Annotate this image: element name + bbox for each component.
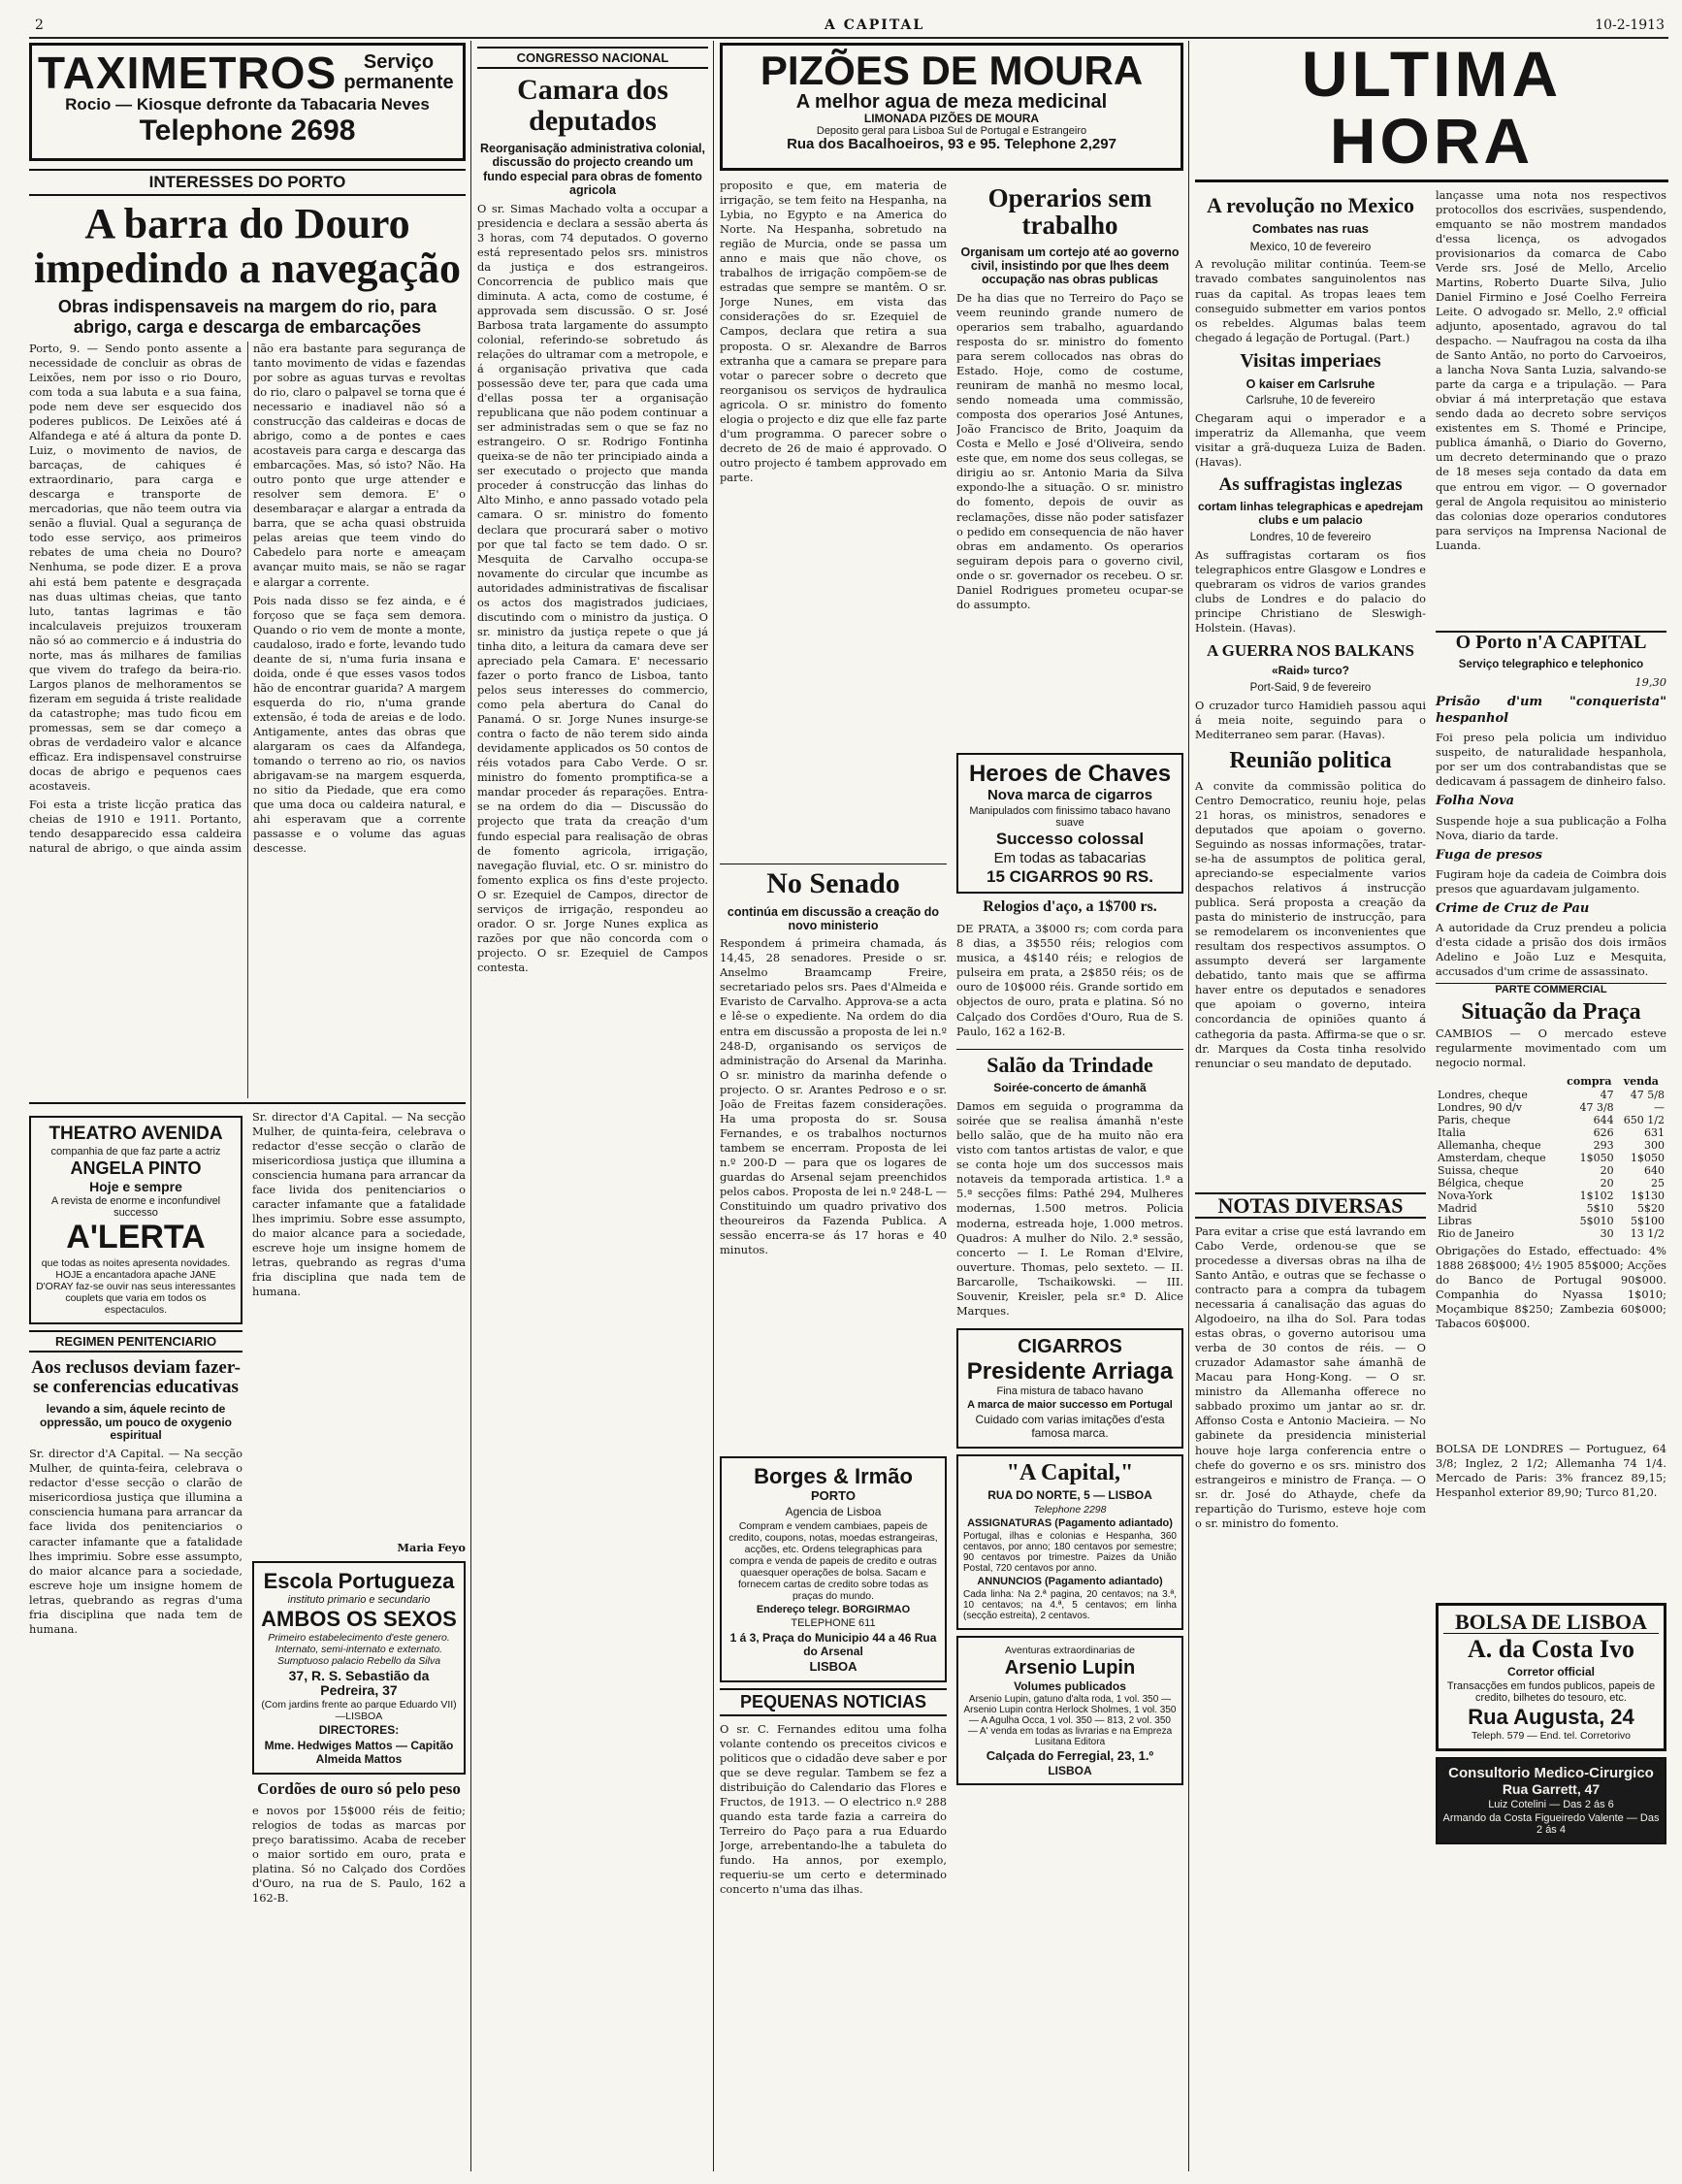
praca-title: Situação da Praça [1461,998,1641,1025]
cambios-cell: Londres, 90 d/v [1438,1101,1522,1115]
praca-intro: CAMBIOS — O mercado esteve regularmente movimentado com um negocio normal. [1436,1027,1666,1070]
senado-body: Respondem á primeira chamada, ás 14,45, 28 senadores. Preside o sr. Anselmo Braamcamp Freire, secretariado pelos srs. Paes d'Almeida e Evaristo de Carvalho. Approva-se a acta e lê-se o expediente. Na ordem do dia entra em discussão a proposta de lei n.º 248-D, organisando os serviços de administração do Arsenal da Marinha. O sr. ministro da marinha defende o projecto. O sr. Arantes Pedroso e o sr. João de Freitas fazem considerações. Ha uma proposta do sr. Sousa Fernandes, e os trabalhos nocturnos tambem se encerram. Proposta de lei n.º 200-D — para que os logares de guardas do Arsenal sejam preenchidos pelos cabos. Proposta de lei n.º 248-L — Constituindo um quadro privativo dos theoureiros da Fazenda Publica. A sessão encerra-se ás 17 horas e 40 minutos. [720,936,947,1257]
cambios-cell: 30 [1600,1227,1614,1241]
cambios-cell: 644 [1593,1114,1614,1127]
cambios-row [1436,1089,1666,1101]
borges-agency: Agencia de Lisboa [785,1504,882,1518]
praca-bolsa: BOLSA DE LONDRES — Portuguez, 64 3/8; Inglez, 2 1/2; Allemanha 74 1/4. Mercado de Paris: 3% francez 89,15; Hespanhol exterior 89,90; Turco 81,20. [1436,1442,1666,1500]
mexico-dateline: Mexico, 10 de fevereiro [1249,239,1372,253]
teatro-note: que todas as noites apresenta novidades. HOJE a encantadora apache JANE D'ORAY faz-se ouvir nas seus interessantes couplets que varia em todos os espectaculos. [36,1256,236,1316]
cambios-cell: 1$130 [1631,1190,1665,1203]
page-number: 2 [35,17,44,33]
taximetros-service: Serviço permanente [343,51,454,94]
cambios-cell: — [1654,1101,1665,1115]
cambios-header-cell [1436,1074,1563,1089]
cambios-header-cell: compra [1567,1075,1612,1089]
regime-signature: Maria Feyo [397,1540,466,1554]
porto-paragraph-2: Foi esta a triste licção pratica das cheias de 1910 e 1911. Portanto, tendo desapparecido essa caldeira natural de abrigo, o que ainda assim não era bastante para segurança de tanto movimento de vidas e fazendas por sobre as aguas turvas e revoltas do rio, claro o palpavel se torna que é necessario e inadiavel não só a construcção das caldeiras e docas de abrigo, como a de pontes e caes acostaveis para carga e descarga das embarcações. Mas, só isto? Não. Ha outro ponto que urge attender e resolver sem demora. E' o desembaraçar e alargar a entrada da barra, que se acha quasi obstruida pelas areias que teem vindo do Cabedelo para norte e ameaçam avançar muito mais, se não se ragar e alargar a corrente. [29,341,466,856]
bolsa-lisboa-phone: Teleph. 579 — End. tel. Corretorivo [1471,1729,1631,1742]
porto-capital-title: O Porto n'A CAPITAL [1436,631,1666,653]
cambios-cell: 5$100 [1631,1215,1665,1228]
regime-subhead: levando a sim, áquele recinto de oppressão, um pouco de oxygenio espiritual [39,1401,233,1443]
pizoes-address: Rua dos Bacalhoeiros, 93 e 95. Telephone 2,297 [787,135,1116,152]
bolsa-lisboa-name: A. da Costa Ivo [1468,1635,1634,1664]
capital-ads-text: Cada linha: Na 2.ª pagina, 20 centavos; na 3.ª, 10 centavos; na 4.ª, 5 centavos; em linha (secção estreita), 2 centavos. [963,1588,1177,1621]
capital-subs-text: Portugal, ilhas e colonias e Hespanha, 360 centavos, por anno; 180 centavos por semestre; 90 centavos por trimestre. Paizes da União Postal, 720 centavos por anno. [963,1530,1177,1574]
escola-ad [252,1561,466,1775]
column-congress [477,41,708,2171]
folha-headline: Folha Nova [1436,794,1515,809]
heroes-desc: Manipulados com finissimo tabaco havano suave [969,804,1171,829]
pizoes-title: PIZÕES DE MOURA [760,48,1144,93]
mexico-subhead: Combates nas ruas [1252,220,1369,236]
heroes-where: Em todas as tabacarias [993,849,1147,866]
right-subcolumn-a [1195,188,1426,1927]
arsenio-city: LISBOA [1048,1763,1092,1777]
presidente-ad [956,1328,1183,1449]
visitas-headline: Visitas imperiaes [1240,349,1381,372]
operarios-subhead: Organisam um cortejo até ao governo civil, insistindo por que lhes deem occupação nas obras publicas [960,244,1180,287]
heroes-subtitle: Nova marca de cigarros [987,787,1153,803]
porto-headline: A barra do Douro impedindo a navegação [33,200,462,293]
escola-title: Escola Portugueza [263,1568,455,1593]
teatro-avenida-ad [29,1116,243,1324]
senado-headline: No Senado [720,864,947,899]
cambios-cell: Paris, cheque [1438,1114,1511,1127]
cambios-row [1436,1152,1666,1164]
cambios-cell: 5$10 [1586,1202,1614,1216]
cambios-row [1436,1114,1666,1126]
teatro-actress: ANGELA PINTO [70,1157,202,1178]
porto-capital-time: 19,30 [1634,674,1666,689]
camara-continued: proposito e que, em materia de irrigação, se tem feito na Hespanha, na Lybia, no Egypto e na America do Norte. Na Hespanha, sobretudo na região de Murcia, onde se passa um anno e mais que não chove, os trabalhos de irrigação compõem-se de estradas que sempre se mantêm. O sr. Jorge Nunes, em vista das considerações do sr. Ezequiel de Campos, declara que retira a sua proposta. O sr. Alexandre de Barros extranha que a camara se prepare para votar o parecer sobre o decreto que reorganisou os serviços de hydraulica agricola. O sr. ministro do fomento elogia o projecto e diz que elle faz parte d'um programma. O parecer sobre o decreto de 26 de maio é approvado. O outro projecto é tambem approvado em parte. [720,179,947,484]
notas-headline: NOTAS DIVERSAS [1195,1192,1426,1219]
borges-address: 1 á 3, Praça do Municipio 44 a 46 Rua do Arsenal [729,1630,937,1658]
bolsa-lisboa-title: BOLSA DE LISBOA [1443,1611,1659,1634]
cambios-cell: Rio de Janeiro [1438,1227,1514,1241]
taximetros-ad [29,43,466,161]
cambios-cell: Londres, cheque [1438,1089,1528,1102]
porto-section: INTERESSES DO PORTO [29,169,466,196]
escola-directors: Mme. Hedwiges Mattos — Capitão Almeida Mattos [264,1738,454,1766]
escola-near: (Com jardins frente ao parque Eduardo VII)—LISBOA [261,1699,457,1723]
consultorio-line2: Armando da Costa Figueiredo Valente — Das 2 ás 4 [1442,1812,1660,1837]
right-subcolumn-b [1436,188,1666,1927]
escola-sexes: AMBOS OS SEXOS [261,1606,457,1631]
porto-body [29,342,466,1098]
cambios-cell: 300 [1644,1139,1665,1153]
column-left [29,41,466,2171]
borges-title: Borges & Irmão [754,1464,913,1489]
porto-paragraph-1: Porto, 9. — Sendo ponto assente a necessidade de concluir as obras de Leixões, nem por isso o rio Douro, com toda a sua labuta e a sua faina, pode nem deve ser esquecido dos poderes publicos. De Leixões até á Alfandega e até á altura da ponte D. Luiz, o movimento de navios, de barcaças, de cahiques é extraordinario, para carga e descarga e transporte de mercadorias, que não teem outra via senão a fluvial. Qual a segurança de todo esse serviço, aos primeiros rebates de uma cheia no Douro? Nenhuma, se pode dizer. E a prova ahi está bem patente e desgraçada nas duas ultimas cheias, que tanto luto, tantas lagrimas e tão incalculaveis prejuizos trouxeram não só ao commercio e á industria do norte, mas ás milhares de familias que vivem do trafego da beira-rio. Largos planos de melhoramentos se fizeram em seguida á triste realidade da catastrophe; mas tudo ficou em promessas, sem se dar começo a obras de verdadeiro valor e alcance efficaz. Era indispensavel construirse docas de abrigo e pequenos caes acostaveis. [29,341,242,794]
cambios-cell: 5$20 [1637,1202,1665,1216]
fuga-headline: Fuga de presos [1436,847,1542,863]
notas-body: Para evitar a crise que está lavrando em Cabo Verde, ordenou-se que se procedesse a diversas obras na ilha de Santo Antão, e outras que se fechasse o contracto para a compra da tubagem necessaria á canalisação das aguas do Algodoeiro, na ilha do Sol. Para todas estas obras, o governo autorisou uma verba de 30 contos de réis. — O cruzador Adamastor sahe ámanhã de Macau para Hong-Kong. — O sr. ministro da Allemanha offerece no sabbado proximo um jantar ao sr. dr. Affonso Costa e Antonio Macieira. — No gabinete da presidencia ministerial houve hoje larga conferencia entre o chefe do governo e os srs. ministro dos estrangeiros e ministro de França. — O sr. dr. José do Athayde, chefe da repartição do Turismo, esteve hoje com o sr. ministro do fomento. [1195,1223,1426,1530]
taximetros-phone: Telephone 2698 [139,114,356,147]
presidente-line1: Fina mistura de tabaco havano [996,1385,1144,1398]
borges-phone: TELEPHONE 611 [791,1616,876,1629]
cambios-row [1436,1227,1666,1240]
cambios-row [1436,1126,1666,1139]
reuniao-body: A convite da commissão politica do Centro Democratico, reuniu hoje, pelas 21 horas, os ministros, senadores e deputados que apoiam o governo. Seguindo as nossas informações, tratar-se-ha de assumptos de politica geral, apreciando-se especialmente varios despachos relativos á instrucção publica. Será proposta a creação da pasta do ministerio de instrucção, para se remodelarem os inconvenientes que resultam dos respectivos assumptos. O assumpto deverá ser largamente debatido, tanto mais que se affirma haver entre os deputados e senadores que apoiam o governo, inteira concordancia de opiniões quanto á cathegoria da pasta. Affirma-se que o sr. dr. Marques da Costa tinha resolvido renunciar o seu mandato de deputado. [1195,778,1426,1070]
suffragistas-dateline: Londres, 10 de fevereiro [1249,532,1372,544]
suffragistas-headline: As suffragistas inglezas [1218,474,1403,496]
cambios-row [1436,1202,1666,1215]
cambios-cell: 5$010 [1579,1215,1614,1228]
cambios-cell: 47 5/8 [1630,1089,1665,1102]
camara-subhead: Reorganisação administrativa colonial, discussão do projecto creando um fundo especial para obras de fomento agricola [479,142,706,198]
porto-paragraph-3: Pois nada disso se fez ainda, e é forçoso que se faça sem demora. Quando o rio vem de monte a monte, caudaloso, irado e forte, levando tudo deante de si, n'uma furia insana e doida, onde é que esses vasos todos hão de encontrar guarida? A margem esquerda do rio, n'uma grande extensão, é toda de areias e de lodo. Antigamente, antes das obras que alargaram os caes da Alfandega, tomando o terreno ao rio, os navios abrigavam-se na margem esquerda, no sitio da Piedade, que era como que uma doca ou caldeira natural, e ahi esperavam que a corrente passasse e o volume das aguas descesse. [253,593,466,856]
issue-date: 10-2-1913 [1595,17,1665,33]
senado-subhead: continúa em discussão a creação do novo ministerio [727,904,940,932]
cambios-cell: Amsterdam, cheque [1438,1152,1546,1165]
heroes-title: Heroes de Chaves [968,760,1172,787]
teatro-show: A'LERTA [66,1219,206,1256]
column-center [720,41,1183,2171]
center-subcolumn-b [956,179,1183,1920]
cambios-cell: 13 1/2 [1630,1227,1665,1241]
regime-headline: Aos reclusos deviam fazer-se conferencias educativas [31,1356,241,1397]
capital-phone: Telephone 2298 [1033,1503,1107,1516]
balkans-headline: A GUERRA NOS BALKANS [1207,640,1414,660]
heroes-price: 15 CIGARROS 90 RS. [987,866,1153,886]
presidente-line2: A marca de maior successo em Portugal [967,1399,1173,1412]
borges-city2: LISBOA [809,1658,857,1674]
cambios-cell: 47 [1600,1089,1614,1102]
balkans-body: O cruzador turco Hamidieh passou aqui á meia noite, seguindo para o Mediterraneo sem parar. (Havas). [1195,699,1426,742]
column-rule-1 [470,41,471,2171]
side-news: lançasse uma nota nos respectivos protocollos dos escrivães, suspendendo, emquanto se não mostrem mandados d'essa licença, os advogados provisionarios da comarca de Cabo Verde srs. José de Mello, Arcelio Martins, Roberto Duarte Silva, Julio Daniel Firmino e José Coelho Ferreira Leite. O advogado sr. Mello, 2.º official adjunto, aposentado, agravou do tal despacho. — Naufragou na costa da ilha de Santo Antão, no porto do Carvoeiros, a lancha Nova Santa Luzia, salvando-se parte da carga e a tripulação. — Para obviar á má interpretação que estava sendo dada ao decreto sobre serviços existentes em S. Thomé e Principe, publica ámanhã, o Diario do Governo, um decreto determinando que o prazo de 18 meses seja contado da data em que entrou em vigor. — O governador geral de Angola requisitou ao ministerio das colonias doze operarios condutores para serviços na Imprensa Nacional de Luanda. [1436,187,1666,552]
cambios-cell: Suissa, cheque [1438,1164,1519,1178]
cambios-cell: 1$050 [1579,1152,1614,1165]
crime-body: A autoridade da Cruz prendeu a policia d'esta cidade a prisão dos dois irmãos Adelino e João Luz e Mesquita, accusados d'um crime de assassinato. [1436,921,1666,979]
teatro-company: companhia de que faz parte a actriz [50,1145,221,1157]
consultorio-ad [1436,1757,1666,1844]
teatro-success: A revista de enorme e inconfundivel successo [50,1195,221,1220]
cambios-cell: Nova-York [1438,1190,1493,1203]
consultorio-address: Rua Garrett, 47 [1502,1781,1601,1798]
cambios-table [1436,1074,1666,1240]
camara-body: O sr. Simas Machado volta a occupar a presidencia e declara a sessão aberta ás 3 horas, com 74 deputados. O governo está representado pelos srs. ministros da justiça e dos estrangeiros. Concorrencia de publico mais que diminuta. A acta, como de costume, é approvada sem discussão. O sr. José Barbosa trata largamente do assumpto colonial, referindo-se sobretudo ás relações do ultramar com a metropole, e á organisação privativa que cada possessão deve ter, para que cada uma d'ellas possa ter a organisação republicana que não podem continuar a ser administradas sem o que se faz no estrangeiro. O sr. Rodrigo Fontinha queixa-se de não ter principiado ainda a ser executado o projecto que manda proceder á construcção das linhas do Alto Minho, e anno passado votado pela camara. O sr. ministro do fomento declara que procurará saber o motivo por que tal facto se tem dado. O sr. Mesquita de Carvalho occupa-se novamente do circular que incumbe as autoridades administrativas de fiscalisar os actos dos magistrados judiciaes, discutindo com o ministro da justiça. O sr. ministro da justiça repete o que já tinha dito, a leitura da camara deve ser apreciado pela Camara. E' necessario fazer o porto franco de Lisboa, tanto pelos seus interesses do commercio, como pela abertura do Canal do Panamá. O sr. Jorge Nunes insurge-se contra o facto de não terem sido ainda devidamente applicados os 50 contos de réis votados para Cabo Verde. O sr. ministro do fomento promptifica-se a mandar proceder ás reparações. Entra-se na ordem do dia — Discussão do projecto que trata da creação d'um fundo especial para realisação de obras de fomento agricola, irrigação, navegação fluvial, etc. O sr. ministro do fomento explica os fins d'este projecto. O sr. Ezequiel de Campos, director de serviços de irrigação, respondeu ao orador. O sr. Jorge Nunes explica as razões por que não concorda com o projecto. O sr. Ezequiel de Campos contesta. [477,201,708,974]
cambios-cell: Italia [1438,1126,1466,1140]
pizoes-subtitle: A melhor agua de meza medicinal [795,91,1108,114]
capital-ad [956,1454,1183,1629]
cambios-header [1436,1074,1666,1089]
porto-subhead: Obras indispensaveis na margem do rio, para abrigo, carga e descarga de embarcações [57,297,437,338]
consultorio-line1: Luiz Cotelini — Das 2 ás 6 [1488,1799,1614,1811]
prisao-headline: Prisão d'um "conquerista" hespanhol [1436,694,1666,727]
regime-section: REGIMEN PENITENCIARIO [29,1330,243,1353]
trindade-body: Damos em seguida o programma da soirée que se realisa ámanhã n'este bello salão, que de ha muito não era visto com tantos artistas de valor, e que se conta hoje um dos successos mais notaveis da temporada artistica. 1.ª a 5.ª secções films: Pathé 294, Mulheres modernas, 1.500 metros. Policia moderna, estreada hoje, 1.000 metros. Quadros: A mulher do Nilo. 2.ª sessão, concerto — I. Le Roman d'Elvire, ouverture. Thomas, pelo sexteto. — II. Barcarolle, Tschaikowski. — III. Souvenir, Kreisler, pela sr.ª D. Alice Marques. [956,1099,1183,1318]
prisao-body: Foi preso pela policia um individuo suspeito, de naturalidade hespanhola, por ser um dos contrabandistas que se dedicavam á passagem de dinheiro falso. [1436,731,1666,789]
cambios-row [1436,1164,1666,1177]
pizoes-ad [720,43,1183,171]
capital-subs: ASSIGNATURAS (Pagamento adiantado) [967,1516,1173,1529]
arsenio-pre: Aventuras extraordinarias de [1004,1644,1136,1656]
praca-label: PARTE COMMERCIAL [1436,983,1666,996]
porto-capital-service: Serviço telegraphico e telephonico [1458,658,1644,670]
suffragistas-subhead: cortam linhas telegraphicas e apedrejam clubs e um palacio [1197,500,1424,528]
visitas-body: Chegaram aqui o imperador e a imperatriz da Allemanha, que veem visitar a grã-duqueza Luiza de Baden. (Havas). [1195,411,1426,470]
header-rule [29,37,1668,39]
escola-text: Primeiro estabelecimento d'este genero. Internato, semi-internato e externato. Sumptuoso palacio Rebello da Silva [268,1631,450,1667]
taximetros-location: Rocio — Kiosque defronte da Tabacaria Neves [65,95,430,114]
cordoes-title: Cordões de ouro só pelo peso [257,1778,461,1798]
page-header [29,17,1668,37]
reuniao-headline: Reunião politica [1229,747,1392,773]
fuga-body: Fugiram hoje da cadeia de Coimbra dois presos que aguardavam julgamento. [1436,866,1666,896]
escola-subtitle: instituto primario e secundario [287,1593,431,1606]
cambios-cell: Madrid [1438,1202,1477,1216]
cambios-row [1436,1101,1666,1114]
mexico-headline: A revolução no Mexico [1206,192,1415,217]
arsenio-text: Arsenio Lupin, gatuno d'alta roda, 1 vol. 350 — Arsenio Lupin contra Herlock Sholmes, 1 vol. 350 — A Agulha Occa, 1 vol. 350 — 813, 2 vol. 350 — A' venda em todas as livrarias e na Empreza Lusitana Editora [963,1694,1177,1748]
visitas-subhead: O kaiser em Carlsruhe [1245,376,1375,391]
cambios-row [1436,1215,1666,1227]
cambios-cell: Bélgica, cheque [1438,1177,1524,1190]
taximetros-title: TAXIMETROS [38,48,338,98]
teatro-name: THEATRO AVENIDA [49,1123,223,1144]
cambios-row [1436,1177,1666,1190]
cambios-header-cell: venda [1623,1075,1659,1089]
balkans-dateline: Port-Said, 9 de fevereiro [1249,682,1372,695]
teatro-today: Hoje e sempre [89,1178,182,1194]
escola-address: 37, R. S. Sebastião da Pedreira, 37 [288,1667,430,1698]
presidente-line3: Cuidado com varias imitações d'esta famosa marca. [975,1413,1165,1441]
trindade-subtitle: Soirée-concerto de ámanhã [993,1081,1147,1095]
arsenio-title: Arsenio Lupin [1004,1656,1136,1679]
bolsa-lisboa-ad [1436,1603,1666,1750]
visitas-dateline: Carlsruhe, 10 de fevereiro [1245,395,1375,407]
pizoes-deposit: Deposito geral para Lisboa Sul de Portugal e Estrangeiro [816,124,1087,137]
suffragistas-body: As suffragistas cortaram os fios telegraphicos entre Glasgow e Londres e quebraram os vidros de varios grandes clubs de Londres e do palacio do principe Christiano de Sleswigh-Holstein. (Havas). [1195,548,1426,636]
arsenio-vols: Volumes publicados [1014,1679,1126,1693]
column-rule-2 [713,41,714,2171]
heroes-success: Successo colossal [995,829,1145,848]
cambios-cell: 25 [1651,1177,1665,1190]
cambios-row [1436,1139,1666,1152]
ultima-hora-title: ULTIMA HORA [1195,41,1668,182]
cambios-cell: 20 [1600,1164,1614,1178]
left-subcolumn-a [29,1110,243,1909]
cordoes-text: e novos por 15$000 réis de feitio; relogios de todas as marcas por preço baratissimo. Acaba de receber o maior sortido em ouro, prata e platina. Só no Calçado dos Cordões d'Ouro, na rua de S. Paulo, 162 a 162-B. [252,1803,466,1906]
cambios-cell: 626 [1593,1126,1614,1140]
regime-body: Sr. director d'A Capital. — Na secção Mulher, de quinta-feira, celebrava o redactor d'esse secção o clarão de misericordiosa justiça que illumina a consciencia humana para arrancar da face livida dos penitenciarios o caracter infamante que a fatalidade lhes imprimiu. Sobre esse assumpto, do maior alcance para a sociedade, escreve hoje um insigne homem de letras, quebrando as regras d'uma fria disciplina que nada tem de humana. [29,1447,243,1636]
bolsa-lisboa-role: Corretor official [1506,1664,1595,1679]
operarios-headline: Operarios sem trabalho [987,183,1152,241]
mexico-body: A revolução militar continúa. Teem-se travado combates sanguinolentos nas ruas da capital. As tropas leaes tem conseguido submetter em varios pontos os rebeldes. Algumas balas teem chegado á legação de Portugal. (Part.) [1195,257,1426,344]
borges-city: PORTO [811,1488,856,1504]
operarios-body: De ha dias que no Terreiro do Paço se veem reunindo grande numero de operarios sem trabalho, aguardando resposta do sr. ministro do fomento para serem collocados nas obras do Estado. Hoje, como de costume, reuniram de manhã no mesmo local, sendo nomeada uma commissão, composta dos operarios José Antunes, João Francisco de Brito, Joaquim da Costa e Mello e José d'Oliveira, sendo este que, em nome dos seus collegas, se dirigiu ao sr. Antonio Maria da Silva expondo-lhe a situação. O sr. ministro do fomento, depois de ouvir as reclamações, disse não poder satisfazer o pedido em consequencia de não haver obras em andamento. Os operarios seguiram depois para o governo civil, onde o sr. governador os recebeu. O sr. Daniel Rodrigues prometeu ocupar-se do assumpto. [956,290,1183,611]
consultorio-title: Consultorio Medico-Cirurgico [1448,1764,1654,1781]
relogios-title: Relogios d'aço, a 1$700 rs. [983,898,1157,916]
cambios-cell: 1$102 [1579,1190,1614,1203]
cambios-cell: 1$050 [1631,1152,1665,1165]
regime-body-continued: Sr. director d'A Capital. — Na secção Mulher, de quinta-feira, celebrava o redactor d'esse secção o clarão de misericordiosa justiça que illumina a consciencia humana para arrancar da face livida dos penitenciarios o caracter infamante que a fatalidade lhes imprimiu. Sobre esse assumpto, do maior alcance para a sociedade, escreve hoje um insigne homem de letras, quebrando as regras d'uma fria disciplina que nada tem de humana. [252,1109,466,1299]
balkans-subhead: «Raid» turco? [1271,664,1349,678]
camara-headline: Camara dos deputados [517,74,668,137]
escola-directors-label: DIRECTORES: [318,1723,400,1738]
cambios-cell: 640 [1644,1164,1665,1178]
presidente-label: CIGARROS [1018,1336,1122,1358]
newspaper-name: A CAPITAL [825,17,925,33]
capital-address: RUA DO NORTE, 5 — LISBOA [987,1487,1152,1502]
cambios-cell: Libras [1438,1215,1472,1228]
cambios-cell: 47 3/8 [1579,1101,1614,1115]
praca-footer: Obrigações do Estado, effectuado: 4% 1888 268$000; 4½ 1905 85$000; Acções do Banco de Portugal 90$000. Companhia do Nyassa 1$010; Moçambique 8$250; Zambezia 60$000; Tabacos 60$000. [1436,1244,1666,1331]
cambios-cell: Allemanha, cheque [1438,1139,1541,1153]
capital-title: "A Capital," [1006,1460,1134,1486]
arsenio-ad [956,1636,1183,1786]
center-subcolumn-a [720,179,947,1920]
borges-telegram: Endereço telegr. BORGIRMAO [756,1603,911,1615]
newspaper-page [29,17,1668,2171]
left-subcolumn-b [252,1110,466,1909]
column-rule-3 [1188,41,1189,2171]
bolsa-lisboa-address: Rua Augusta, 24 [1468,1704,1634,1729]
folha-body: Suspende hoje a sua publicação a Folha Nova, diario da tarde. [1436,813,1666,842]
presidente-title: Presidente Arriaga [966,1358,1174,1385]
camara-section: CONGRESSO NACIONAL [477,47,708,69]
column-right [1195,41,1668,2171]
trindade-title: Salão da Trindade [956,1049,1183,1076]
borges-text: Compram e vendem cambiaes, papeis de credito, coupons, notas, moedas estrangeiras, acções, etc. Ordens telegraphicas para compra e venda de papeis de credito e outras quaesquer operações de bolsa. Sacam e fornecem cartas de credito sobre todas as praças do mundo. [728,1519,938,1602]
relogios-body: DE PRATA, a 3$000 rs; com corda para 8 dias, a 3$550 réis; relogios com musica, a 4$140 réis; e relogios de pulseira em prata, a 2$850 réis; os de ouro de 10$000 réis. Grande sortido em objectos de ouro, prata e platina. Só no Calçado dos Cordões d'Ouro, Rua de S. Paulo, 162 a 162-B. [956,922,1183,1038]
pequenas-body: O sr. C. Fernandes editou uma folha volante contendo os preceitos civicos e politicos que o cidadão deve saber e por que se deve regular. Tambem se fez a distribuição do Calendario das Flores e Fructos, de 1913. — O electrico n.º 288 quando esta tarde fazia a carreira do Terreiro do Paço para a rua Eduardo Jorge, arrebentando-lhe a tabuleta do fundo. Ha annos, por exemplo, requeriu-se um certo e determinado concerto n'uma das ilhas. [720,1721,947,1897]
pizoes-lemonade: LIMONADA PIZÕES DE MOURA [863,112,1040,126]
heroes-ad [956,753,1183,895]
cambios-cell: 293 [1593,1139,1614,1153]
arsenio-address: Calçada do Ferregial, 23, 1.º [986,1748,1154,1764]
pequenas-title: PEQUENAS NOTICIAS [720,1688,947,1716]
cambios-cell: 650 1/2 [1623,1114,1665,1127]
crime-headline: Crime de Cruz de Pau [1436,900,1590,916]
bolsa-lisboa-text: Transacções em fundos publicos, papeis de credito, bilhetes do tesouro, etc. [1446,1679,1656,1704]
cambios-cell: 20 [1600,1177,1614,1190]
capital-ads: ANNUNCIOS (Pagamento adiantado) [977,1575,1163,1587]
cambios-cell: 631 [1644,1126,1665,1140]
borges-ad [720,1456,947,1681]
cambios-row [1436,1190,1666,1202]
